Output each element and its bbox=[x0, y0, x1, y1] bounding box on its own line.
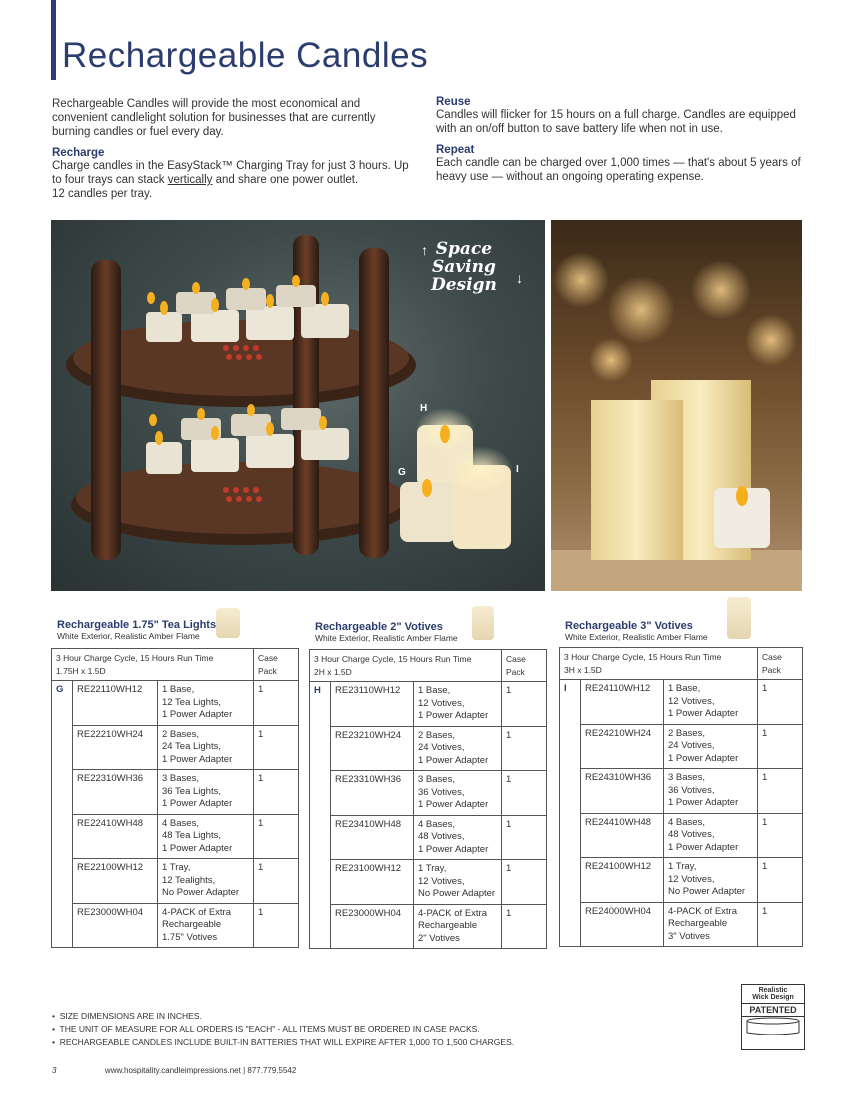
table-row bbox=[310, 726, 547, 771]
table-row bbox=[52, 725, 299, 770]
sku-cell: RE24110WH12 bbox=[581, 680, 664, 725]
desc-cell: 4-PACK of Extra Rechargeable 2" Votives bbox=[414, 904, 502, 949]
table-header-row bbox=[560, 648, 803, 680]
sku-cell: RE24410WH48 bbox=[581, 813, 664, 858]
sku-cell: RE24100WH12 bbox=[581, 858, 664, 903]
pack-cell: 1 bbox=[254, 725, 299, 770]
pack-cell: 1 bbox=[758, 813, 803, 858]
desc-cell: 1 Tray, 12 Tealights, No Power Adapter bbox=[158, 859, 254, 904]
pack-cell: 1 bbox=[758, 769, 803, 814]
recharge-underlined: vertically bbox=[167, 174, 213, 186]
product-g-subtitle: White Exterior, Realistic Amber Flame bbox=[57, 631, 200, 641]
sku-cell: RE22310WH36 bbox=[73, 770, 158, 815]
candle-outline-icon bbox=[744, 1017, 802, 1035]
sku-cell: RE24210WH24 bbox=[581, 724, 664, 769]
votive-2in-thumbnail bbox=[472, 606, 494, 640]
desc-cell: 1 Tray, 12 Votives, No Power Adapter bbox=[664, 858, 758, 903]
pack-cell: 1 bbox=[502, 682, 547, 727]
pack-cell: 1 bbox=[502, 771, 547, 816]
recharge-heading: Recharge bbox=[52, 147, 105, 159]
pack-cell: 1 bbox=[758, 902, 803, 947]
table-header-pack: Case Pack bbox=[758, 648, 803, 680]
table-row bbox=[310, 860, 547, 905]
product-h-table bbox=[309, 649, 547, 949]
reuse-text: Candles will flicker for 15 hours on a full charge. Candles are equipped with an on/off button to save battery life when not in use. bbox=[436, 109, 796, 135]
table-row bbox=[52, 814, 299, 859]
footnote: • THE UNIT OF MEASURE FOR ALL ORDERS IS "EACH" - ALL ITEMS MUST BE ORDERED IN CASE PACKS. bbox=[52, 1024, 480, 1034]
pack-cell: 1 bbox=[758, 680, 803, 725]
reuse-repeat-column bbox=[436, 96, 808, 184]
footnote: • SIZE DIMENSIONS ARE IN INCHES. bbox=[52, 1011, 202, 1021]
desc-cell: 2 Bases, 24 Tea Lights, 1 Power Adapter bbox=[158, 725, 254, 770]
desc-cell: 1 Base, 12 Votives, 1 Power Adapter bbox=[664, 680, 758, 725]
tea-light-thumbnail bbox=[216, 608, 240, 638]
product-letter: H bbox=[310, 682, 331, 949]
desc-cell: 3 Bases, 36 Votives, 1 Power Adapter bbox=[664, 769, 758, 814]
table-header-desc: 3 Hour Charge Cycle, 15 Hours Run Time 2H x 1.5D bbox=[310, 650, 502, 682]
pack-cell: 1 bbox=[502, 815, 547, 860]
sku-cell: RE23110WH12 bbox=[331, 682, 414, 727]
pack-cell: 1 bbox=[254, 903, 299, 948]
phone-number: 877.779.5542 bbox=[247, 1066, 297, 1075]
page-title: Rechargeable Candles bbox=[62, 36, 429, 75]
pack-cell: 1 bbox=[254, 814, 299, 859]
table-row bbox=[560, 858, 803, 903]
space-saving-badge bbox=[431, 240, 497, 294]
table-row bbox=[560, 680, 803, 725]
sku-cell: RE24310WH36 bbox=[581, 769, 664, 814]
desc-cell: 1 Tray, 12 Votives, No Power Adapter bbox=[414, 860, 502, 905]
pack-cell: 1 bbox=[758, 724, 803, 769]
table-header-pack: Case Pack bbox=[254, 649, 299, 681]
arrow-down-icon: ↓ bbox=[516, 270, 523, 286]
repeat-heading: Repeat bbox=[436, 144, 475, 156]
sku-cell: RE24000WH04 bbox=[581, 902, 664, 947]
pack-cell: 1 bbox=[254, 770, 299, 815]
desc-cell: 4-PACK of Extra Rechargeable 1.75" Votives bbox=[158, 903, 254, 948]
table-row bbox=[560, 902, 803, 947]
sku-cell: RE23100WH12 bbox=[331, 860, 414, 905]
pack-cell: 1 bbox=[502, 726, 547, 771]
desc-cell: 3 Bases, 36 Votives, 1 Power Adapter bbox=[414, 771, 502, 816]
votive-3in-thumbnail bbox=[727, 597, 751, 639]
badge-line1: Realistic bbox=[758, 987, 788, 994]
label-g: G bbox=[398, 467, 406, 478]
table-header-row bbox=[52, 649, 299, 681]
repeat-text: Each candle can be charged over 1,000 times — that's about 5 years of heavy use — without an ongoing operating expense. bbox=[436, 157, 801, 183]
table-row bbox=[52, 681, 299, 726]
table-row bbox=[560, 769, 803, 814]
badge-line-saving: Saving bbox=[431, 257, 496, 277]
table-header-row bbox=[310, 650, 547, 682]
product-i-header bbox=[565, 620, 708, 642]
sku-cell: RE22210WH24 bbox=[73, 725, 158, 770]
footer-separator: | bbox=[243, 1066, 246, 1075]
product-g-title: Rechargeable 1.75" Tea Lights bbox=[57, 619, 217, 631]
pack-cell: 1 bbox=[758, 858, 803, 903]
sku-cell: RE23000WH04 bbox=[331, 904, 414, 949]
product-i-subtitle: White Exterior, Realistic Amber Flame bbox=[565, 632, 708, 642]
intro-text: Rechargeable Candles will provide the most economical and convenient candlelight solution for businesses that are currently burning candles or fuel every day. bbox=[52, 98, 376, 138]
desc-cell: 2 Bases, 24 Votives, 1 Power Adapter bbox=[664, 724, 758, 769]
desc-cell: 2 Bases, 24 Votives, 1 Power Adapter bbox=[414, 726, 502, 771]
table-row bbox=[560, 813, 803, 858]
table-row bbox=[560, 724, 803, 769]
website-link[interactable]: www.hospitality.candleimpressions.net bbox=[104, 1066, 241, 1075]
recharge-text-line2: 12 candles per tray. bbox=[52, 188, 153, 200]
product-letter: G bbox=[52, 681, 73, 948]
patented-badge bbox=[741, 984, 805, 1050]
product-letter: I bbox=[560, 680, 581, 947]
desc-cell: 4 Bases, 48 Tea Lights, 1 Power Adapter bbox=[158, 814, 254, 859]
product-i-table bbox=[559, 647, 803, 947]
reuse-heading: Reuse bbox=[436, 96, 471, 108]
table-row bbox=[310, 682, 547, 727]
label-h: H bbox=[420, 403, 428, 414]
recharge-text-part1: Charge candles in the EasyStack™ Charging Tray for just 3 hours. Up to four trays can stack bbox=[52, 160, 409, 186]
desc-cell: 1 Base, 12 Tea Lights, 1 Power Adapter bbox=[158, 681, 254, 726]
badge-line-design: Design bbox=[431, 275, 497, 295]
recharge-text bbox=[52, 159, 416, 201]
pillar-candles-photo bbox=[551, 220, 802, 591]
desc-cell: 4-PACK of Extra Rechargeable 3" Votives bbox=[664, 902, 758, 947]
table-row bbox=[52, 770, 299, 815]
page-footer bbox=[52, 1066, 296, 1075]
product-g-header bbox=[57, 619, 216, 641]
table-row bbox=[310, 904, 547, 949]
desc-cell: 3 Bases, 36 Tea Lights, 1 Power Adapter bbox=[158, 770, 254, 815]
table-row bbox=[310, 815, 547, 860]
sku-cell: RE22110WH12 bbox=[73, 681, 158, 726]
table-row bbox=[52, 903, 299, 948]
product-h-subtitle: White Exterior, Realistic Amber Flame bbox=[315, 633, 458, 643]
product-i-title: Rechargeable 3" Votives bbox=[565, 620, 693, 632]
product-h-title: Rechargeable 2" Votives bbox=[315, 621, 443, 633]
table-header-pack: Case Pack bbox=[502, 650, 547, 682]
sku-cell: RE23210WH24 bbox=[331, 726, 414, 771]
sku-cell: RE22100WH12 bbox=[73, 859, 158, 904]
sku-cell: RE23310WH36 bbox=[331, 771, 414, 816]
footnote: • RECHARGEABLE CANDLES INCLUDE BUILT-IN BATTERIES THAT WILL EXPIRE AFTER 1,000 TO 1,500 CHARGES. bbox=[52, 1037, 515, 1047]
pack-cell: 1 bbox=[502, 860, 547, 905]
badge-line2: Wick Design bbox=[752, 994, 794, 1001]
page-number: 3 bbox=[52, 1066, 57, 1075]
desc-cell: 4 Bases, 48 Votives, 1 Power Adapter bbox=[414, 815, 502, 860]
recharge-text-part2: and share one power outlet. bbox=[212, 174, 359, 186]
sku-cell: RE23000WH04 bbox=[73, 903, 158, 948]
intro-column bbox=[52, 97, 416, 201]
product-h-header bbox=[315, 621, 458, 643]
badge-line-space: Space bbox=[435, 239, 493, 259]
pack-cell: 1 bbox=[254, 859, 299, 904]
table-header-desc: 3 Hour Charge Cycle, 15 Hours Run Time 3H x 1.5D bbox=[560, 648, 758, 680]
label-i: I bbox=[516, 464, 519, 475]
pack-cell: 1 bbox=[502, 904, 547, 949]
desc-cell: 4 Bases, 48 Votives, 1 Power Adapter bbox=[664, 813, 758, 858]
arrow-up-icon: ↑ bbox=[421, 242, 428, 258]
pillar-candles-illustration bbox=[551, 220, 802, 591]
desc-cell: 1 Base, 12 Votives, 1 Power Adapter bbox=[414, 682, 502, 727]
product-g-table bbox=[51, 648, 299, 948]
table-row bbox=[52, 859, 299, 904]
charging-tray-photo bbox=[51, 220, 545, 591]
title-accent-bar bbox=[51, 0, 56, 80]
footnotes bbox=[52, 1010, 514, 1049]
sku-cell: RE22410WH48 bbox=[73, 814, 158, 859]
sku-cell: RE23410WH48 bbox=[331, 815, 414, 860]
badge-patented: PATENTED bbox=[742, 1003, 804, 1017]
table-header-desc: 3 Hour Charge Cycle, 15 Hours Run Time 1.75H x 1.5D bbox=[52, 649, 254, 681]
table-row bbox=[310, 771, 547, 816]
pack-cell: 1 bbox=[254, 681, 299, 726]
